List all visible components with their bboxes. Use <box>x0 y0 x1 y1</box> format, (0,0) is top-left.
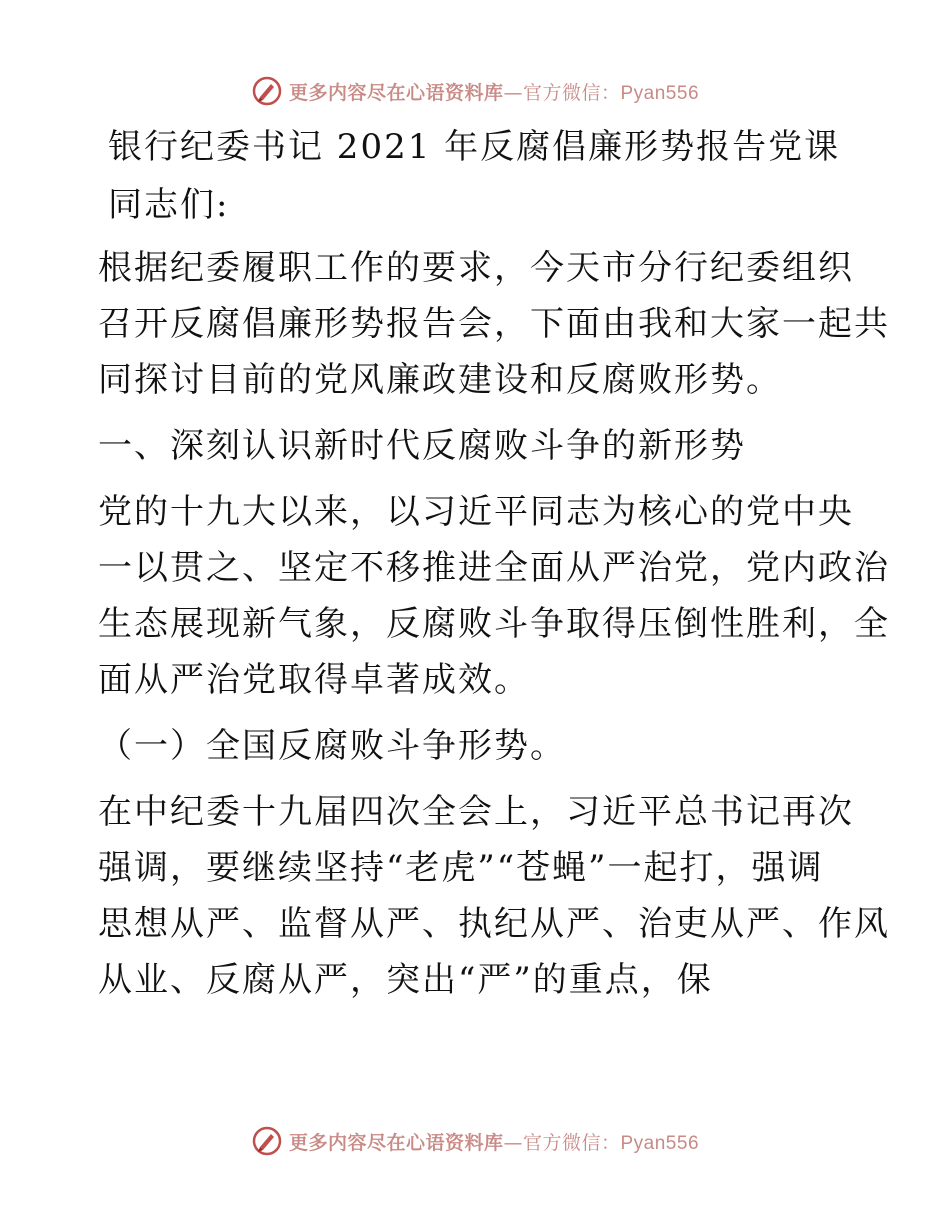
header-watermark <box>0 71 950 111</box>
paragraph-line: 思想从严、监督从严、执纪从严、治吏从严、作风 <box>98 904 890 944</box>
pen-logo-icon <box>251 75 283 107</box>
paragraph-line: 面从严治党取得卓著成效。 <box>98 660 530 700</box>
paragraph-2 <box>98 488 890 712</box>
watermark-id: Pyan556 <box>620 1132 700 1154</box>
section-heading-1: 一、深刻认识新时代反腐败斗争的新形势 <box>98 426 746 466</box>
paragraph-3 <box>98 788 890 1012</box>
paragraph-1 <box>98 244 890 412</box>
watermark-main: 更多内容尽在心语资料库 <box>288 1131 504 1154</box>
section-heading-2: （一）全国反腐败斗争形势。 <box>98 726 566 766</box>
paragraph-line: 生态展现新气象，反腐败斗争取得压倒性胜利，全 <box>98 604 890 644</box>
footer-watermark <box>0 1121 950 1161</box>
paragraph-line: 从业、反腐从严，突出“严”的重点，保 <box>98 960 713 1000</box>
paragraph-line: 党的十九大以来，以习近平同志为核心的党中央 <box>98 492 854 532</box>
paragraph-line: 一以贯之、坚定不移推进全面从严治党，党内政治 <box>98 548 890 588</box>
watermark-text <box>289 78 699 105</box>
watermark-dash: — <box>503 81 523 104</box>
watermark-sub: 官方微信： <box>522 81 621 104</box>
paragraph-line: 根据纪委履职工作的要求，今天市分行纪委组织 <box>98 248 854 288</box>
document-body <box>98 118 890 1012</box>
watermark-text <box>289 1128 699 1155</box>
watermark-dash: — <box>503 1131 523 1154</box>
paragraph-line: 在中纪委十九届四次全会上，习近平总书记再次 <box>98 792 854 832</box>
watermark-id: Pyan556 <box>620 82 700 104</box>
document-title: 银行纪委书记 2021 年反腐倡廉形势报告党课 <box>108 127 841 167</box>
watermark-main: 更多内容尽在心语资料库 <box>288 81 504 104</box>
pen-logo-icon <box>251 1125 283 1157</box>
greeting: 同志们: <box>108 185 230 225</box>
paragraph-line: 强调，要继续坚持“老虎”“苍蝇”一起打，强调 <box>98 848 824 888</box>
paragraph-line: 召开反腐倡廉形势报告会，下面由我和大家一起共 <box>98 304 890 344</box>
watermark-sub: 官方微信： <box>522 1131 621 1154</box>
paragraph-line: 同探讨目前的党风廉政建设和反腐败形势。 <box>98 360 782 400</box>
